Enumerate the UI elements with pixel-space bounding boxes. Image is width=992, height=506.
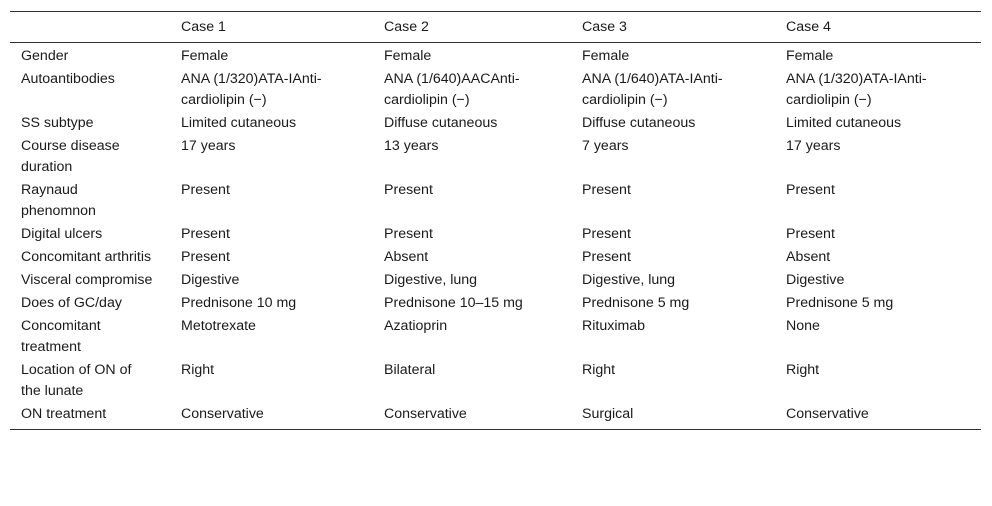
case-3-cell: Present bbox=[582, 226, 631, 242]
table-row bbox=[10, 179, 981, 223]
header-cell-case-2: Case 2 bbox=[384, 18, 429, 35]
case-3-cell: Prednisone 5 mg bbox=[582, 295, 690, 311]
case-3-cell: Present bbox=[582, 182, 631, 198]
case-1-cell: Digestive bbox=[181, 272, 240, 288]
case-1-cell: Present bbox=[181, 182, 230, 198]
header-cell-case-3: Case 3 bbox=[582, 18, 627, 35]
case-1-cell: 17 years bbox=[181, 138, 236, 154]
case-4-cell: Present bbox=[786, 226, 835, 242]
row-label: Gender bbox=[21, 48, 69, 64]
case-2-cell: Azatioprin bbox=[384, 318, 448, 334]
case-3-cell: Digestive, lung bbox=[582, 272, 676, 288]
case-2-cell: Conservative bbox=[384, 406, 467, 422]
table-row bbox=[10, 223, 981, 246]
header-row bbox=[10, 12, 981, 43]
case-2-cell: Present bbox=[384, 182, 433, 198]
case-4-cell: Conservative bbox=[786, 406, 869, 422]
case-3-cell: ANA (1/640)ATA-IAnti-cardiolipin (−) bbox=[582, 71, 723, 108]
case-1-cell: Prednisone 10 mg bbox=[181, 295, 297, 311]
case-2-cell: 13 years bbox=[384, 138, 439, 154]
case-4-cell: Right bbox=[786, 362, 820, 378]
case-1-cell: Metotrexate bbox=[181, 318, 256, 334]
case-4-cell: ANA (1/320)ATA-IAnti-cardiolipin (−) bbox=[786, 71, 927, 108]
row-label: Concomitant arthritis bbox=[21, 249, 152, 265]
case-2-cell: Prednisone 10–15 mg bbox=[384, 295, 523, 311]
table-row bbox=[10, 359, 981, 403]
case-4-cell: Female bbox=[786, 48, 834, 64]
row-label: Course disease duration bbox=[21, 138, 120, 175]
table-row bbox=[10, 403, 981, 430]
row-label: Autoantibodies bbox=[21, 71, 115, 87]
case-comparison-table bbox=[10, 11, 981, 430]
case-4-cell: Present bbox=[786, 182, 835, 198]
case-4-cell: Absent bbox=[786, 249, 831, 265]
table-row bbox=[10, 112, 981, 135]
table-body bbox=[10, 43, 981, 430]
case-2-cell: Digestive, lung bbox=[384, 272, 478, 288]
case-3-cell: Right bbox=[582, 362, 616, 378]
row-label: Location of ON of the lunate bbox=[21, 362, 132, 399]
table-row bbox=[10, 292, 981, 315]
case-1-cell: Conservative bbox=[181, 406, 264, 422]
case-1-cell: Female bbox=[181, 48, 229, 64]
row-label: Visceral compromise bbox=[21, 272, 153, 288]
table-header bbox=[10, 12, 981, 43]
table-container bbox=[10, 11, 981, 430]
case-3-cell: Rituximab bbox=[582, 318, 646, 334]
table-row bbox=[10, 135, 981, 179]
table-row bbox=[10, 269, 981, 292]
case-1-cell: ANA (1/320)ATA-IAnti-cardiolipin (−) bbox=[181, 71, 322, 108]
table-row bbox=[10, 68, 981, 112]
row-label: ON treatment bbox=[21, 406, 107, 422]
case-4-cell: None bbox=[786, 318, 820, 334]
case-3-cell: Present bbox=[582, 249, 631, 265]
case-3-cell: Diffuse cutaneous bbox=[582, 115, 696, 131]
header-cell-blank bbox=[10, 12, 170, 43]
case-2-cell: Absent bbox=[384, 249, 429, 265]
case-3-cell: Surgical bbox=[582, 406, 634, 422]
row-label: Raynaud phenomnon bbox=[21, 182, 96, 219]
case-2-cell: Female bbox=[384, 48, 432, 64]
case-1-cell: Right bbox=[181, 362, 215, 378]
case-2-cell: Diffuse cutaneous bbox=[384, 115, 498, 131]
header-cell-case-1: Case 1 bbox=[181, 18, 226, 35]
case-3-cell: Female bbox=[582, 48, 630, 64]
row-label: Concomitant treatment bbox=[21, 318, 101, 355]
case-1-cell: Limited cutaneous bbox=[181, 115, 297, 131]
case-4-cell: Limited cutaneous bbox=[786, 115, 902, 131]
case-1-cell: Present bbox=[181, 249, 230, 265]
table-row bbox=[10, 246, 981, 269]
case-4-cell: Prednisone 5 mg bbox=[786, 295, 894, 311]
case-2-cell: Present bbox=[384, 226, 433, 242]
table-row bbox=[10, 315, 981, 359]
case-4-cell: 17 years bbox=[786, 138, 841, 154]
row-label: SS subtype bbox=[21, 115, 94, 131]
header-cell-case-4: Case 4 bbox=[786, 18, 831, 35]
case-1-cell: Present bbox=[181, 226, 230, 242]
table-row bbox=[10, 43, 981, 69]
case-4-cell: Digestive bbox=[786, 272, 845, 288]
row-label: Does of GC/day bbox=[21, 295, 122, 311]
row-label: Digital ulcers bbox=[21, 226, 103, 242]
case-2-cell: ANA (1/640)AACAnti-cardiolipin (−) bbox=[384, 71, 520, 108]
case-3-cell: 7 years bbox=[582, 138, 629, 154]
case-2-cell: Bilateral bbox=[384, 362, 436, 378]
